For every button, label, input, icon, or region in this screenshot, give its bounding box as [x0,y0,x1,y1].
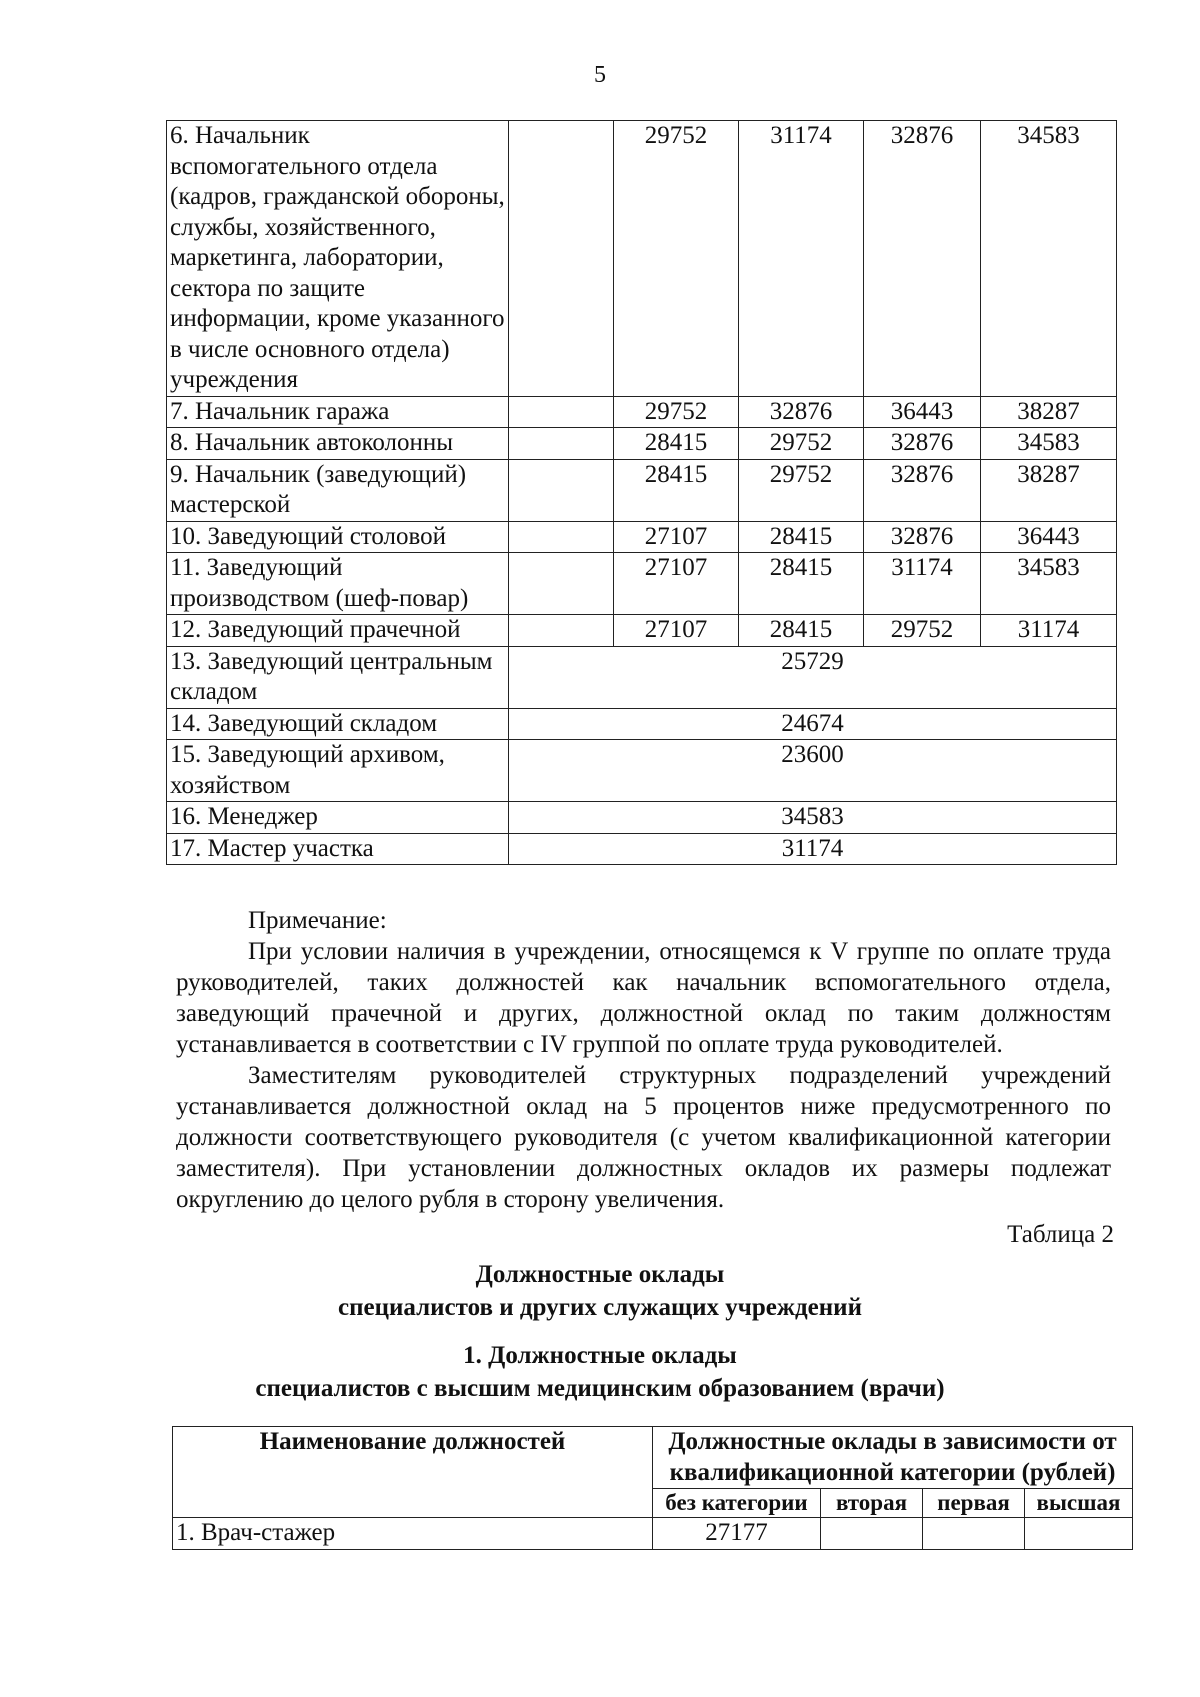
section-heading [0,1259,1200,1324]
salary-value: 27107 [614,615,739,647]
table-row [173,1518,1133,1550]
salary-value: 28415 [614,428,739,460]
table-row [167,802,1117,834]
salary-value [821,1518,923,1550]
position-name: 16. Менеджер [167,802,509,834]
salary-value: 29752 [739,428,864,460]
table-row [167,708,1117,740]
empty-cell [509,396,614,428]
salary-value: 29752 [739,459,864,521]
heading-line: специалистов с высшим медицинским образованием (врачи) [255,1374,945,1402]
salary-value: 32876 [739,396,864,428]
salary-value: 25729 [509,646,1117,708]
position-name: 13. Заведующий центральным складом [167,646,509,708]
column-header-category: вторая [821,1489,923,1518]
page-number: 5 [594,62,606,88]
salary-value: 29752 [614,121,739,397]
salary-value: 34583 [981,553,1117,615]
salary-value: 36443 [864,396,981,428]
empty-cell [509,459,614,521]
salary-value: 32876 [864,521,981,553]
salary-value: 34583 [981,121,1117,397]
column-header-category: высшая [1025,1489,1133,1518]
empty-cell [509,428,614,460]
position-name: 7. Начальник гаража [167,396,509,428]
salary-value: 34583 [509,802,1117,834]
salary-value: 31174 [739,121,864,397]
salary-value: 32876 [864,121,981,397]
column-header-name: Наименование должностей [173,1427,653,1518]
table-row [167,121,1117,397]
salary-value: 31174 [509,833,1117,865]
salary-value: 28415 [739,615,864,647]
table-row [167,553,1117,615]
salary-value: 27107 [614,521,739,553]
salary-value: 38287 [981,396,1117,428]
salary-value: 28415 [739,553,864,615]
column-header-salaries: Должностные оклады в зависимости от квалификационной категории (рублей) [653,1427,1133,1489]
empty-cell [509,553,614,615]
position-name: 10. Заведующий столовой [167,521,509,553]
salary-value: 31174 [864,553,981,615]
heading-line: специалистов и других служащих учреждений [338,1293,862,1321]
heading-line: Должностные оклады [475,1261,725,1288]
position-name: 11. Заведующий производством (шеф-повар) [167,553,509,615]
salary-table-doctors [172,1426,1133,1550]
salary-value: 27177 [653,1518,821,1550]
table-row [167,740,1117,802]
position-name: 14. Заведующий складом [167,708,509,740]
salary-value: 34583 [981,428,1117,460]
salary-value: 29752 [864,615,981,647]
table-caption: Таблица 2 [1007,1221,1114,1248]
salary-value: 24674 [509,708,1117,740]
heading-line: 1. Должностные оклады [463,1342,737,1369]
position-name: 9. Начальник (заведующий) мастерской [167,459,509,521]
salary-value: 38287 [981,459,1117,521]
position-name: 8. Начальник автоколонны [167,428,509,460]
column-header-category: первая [923,1489,1025,1518]
empty-cell [509,615,614,647]
subsection-heading [0,1340,1200,1405]
salary-value: 28415 [739,521,864,553]
table-row [167,833,1117,865]
position-name: 6. Начальник вспомогательного отдела (кадров, гражданской обороны, службы, хозяйственного, маркетинга, лаборатории, сектора по защите информации, кроме указанного в числе основного отдела) учреждения [167,121,509,397]
table-row [167,521,1117,553]
salary-table-managers [166,120,1117,865]
table-row [167,459,1117,521]
position-name: 1. Врач-стажер [173,1518,653,1550]
table-row [167,646,1117,708]
note-paragraph: При условии наличия в учреждении, относящемся к V группе по оплате труда руководителей, таких должностей как начальник вспомогательного отдела, заведующий прачечной и других, должностной оклад по таким должностям устанавливается в соответствии с IV группой по оплате труда руководителей. [176,938,1111,1058]
salary-value: 29752 [614,396,739,428]
salary-value: 32876 [864,459,981,521]
position-name: 17. Мастер участка [167,833,509,865]
note-label: Примечание: [248,907,387,934]
position-name: 15. Заведующий архивом, хозяйством [167,740,509,802]
table-row [167,428,1117,460]
table-row [167,615,1117,647]
note-section [176,905,1111,1215]
table-row [167,396,1117,428]
note-paragraph: Заместителям руководителей структурных подразделений учреждений устанавливается должностной оклад на 5 процентов ниже предусмотренного по должности соответствующего руководителя (с учетом квалификационной категории заместителя). При установлении должностных окладов их размеры подлежат округлению до целого рубля в сторону увеличения. [176,1062,1111,1213]
column-header-category: без категории [653,1489,821,1518]
salary-value: 36443 [981,521,1117,553]
salary-value: 27107 [614,553,739,615]
salary-value: 31174 [981,615,1117,647]
header-row [173,1427,1133,1489]
empty-cell [509,121,614,397]
salary-value: 28415 [614,459,739,521]
salary-value [923,1518,1025,1550]
position-name: 12. Заведующий прачечной [167,615,509,647]
salary-value [1025,1518,1133,1550]
empty-cell [509,521,614,553]
salary-value: 23600 [509,740,1117,802]
salary-value: 32876 [864,428,981,460]
